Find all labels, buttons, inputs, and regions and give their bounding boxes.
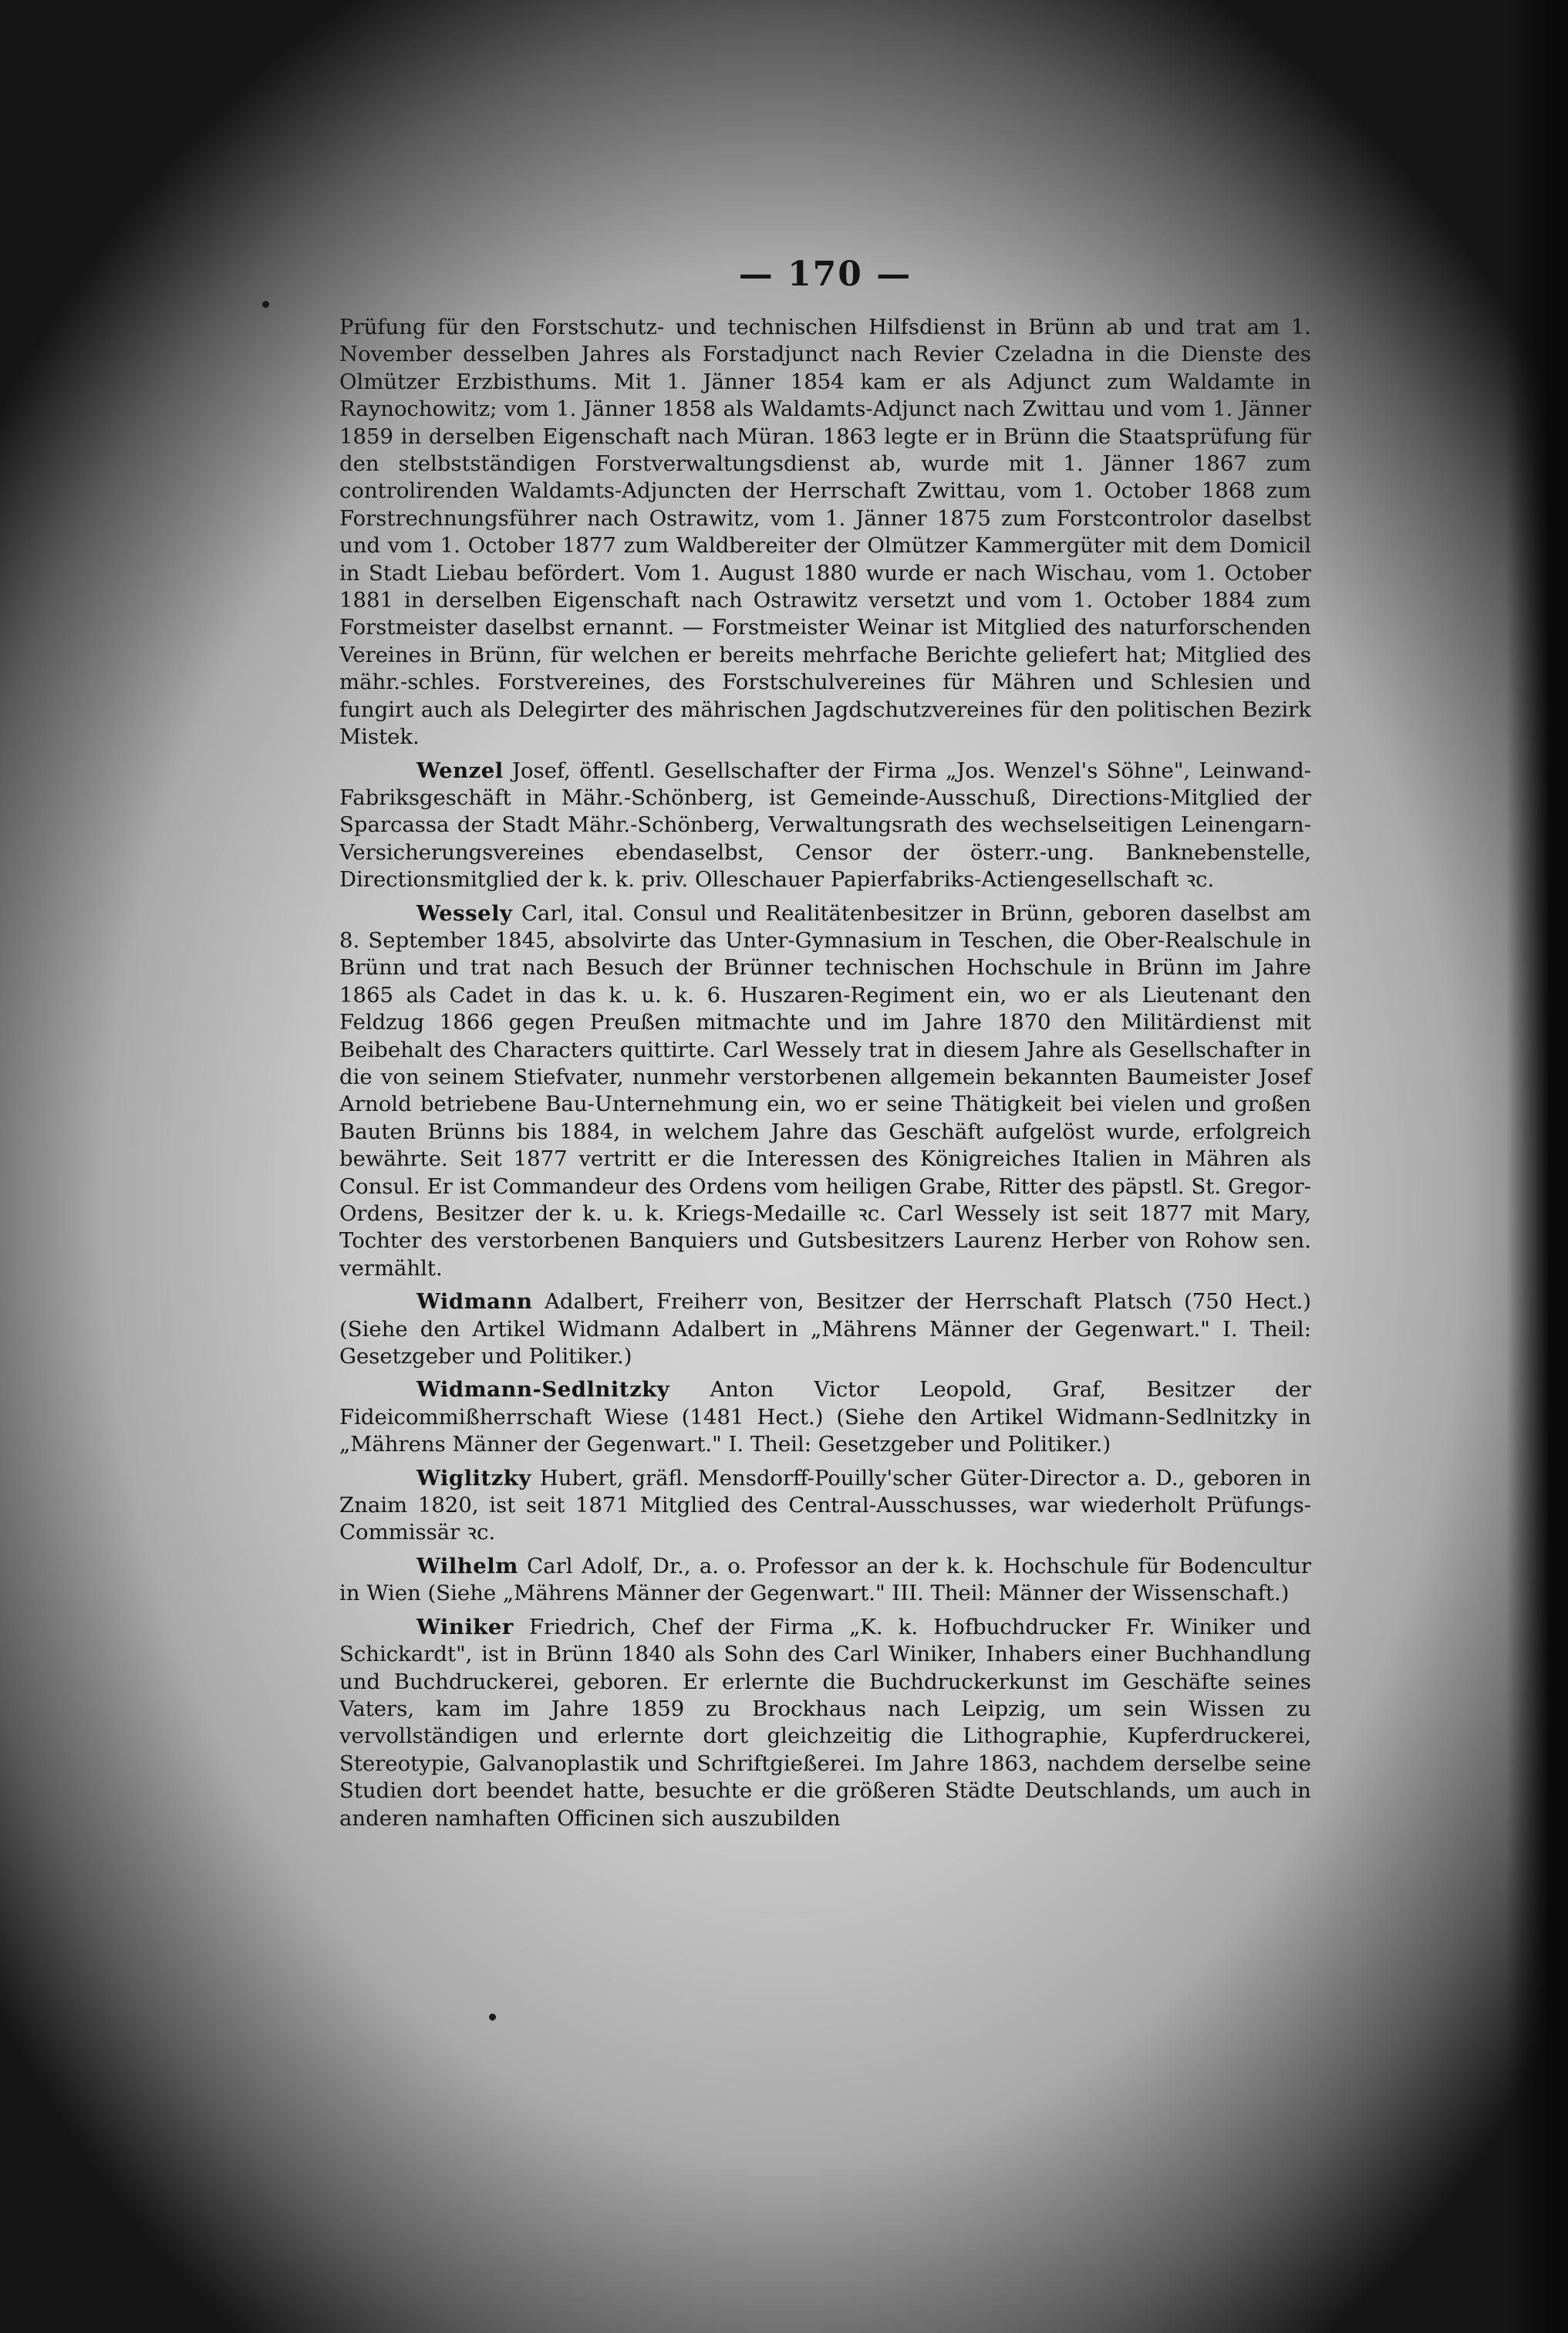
entry-text: Josef, öffentl. Gesellschafter der Firma „Jos. Wenzel's Söhne", Leinwand-Fabriksgeschäft in Mähr.-Schönberg, ist Gemeinde-Ausschuß, Directions-Mitglied der Sparcassa der Stadt Mähr.-Schönberg, Verwaltungsrath des wechselseitigen Leinengarn-Versicherungsvereines ebendaselbst, Censor der österr.-ung. Banknebenstelle, Directionsmitglied der k. k. priv. Olleschauer Papierfabriks-Actiengesellschaft ꝛc. bbox=[339, 758, 1311, 893]
entry-text: Carl Adolf, Dr., a. o. Professor an der k. k. Hochschule für Bodencultur in Wien (Siehe „Mährens Männer der Gegenwart." III. Theil: Männer der Wissenschaft.) bbox=[339, 1553, 1311, 1606]
entry-text: Anton Victor Leopold, Graf, Besitzer der Fideicommißherrschaft Wiese (1481 Hect.) (Siehe den Artikel Widmann-Sedlnitzky in „Mährens Männer der Gegenwart." I. Theil: Gesetzgeber und Politiker.) bbox=[339, 1377, 1311, 1457]
entry-text: Carl, ital. Consul und Realitätenbesitzer in Brünn, geboren daselbst am 8. September 1845, absolvirte das Unter-Gymnasium in Teschen, die Ober-Realschule in Brünn und trat nach Besuch der Brünner technischen Hochschule in Brünn im Jahre 1865 als Cadet in das k. u. k. 6. Huszaren-Regiment ein, wo er als Lieutenant den Feldzug 1866 gegen Preußen mitmachte und im Jahre 1870 den Militärdienst mit Beibehalt des Characters quittirte. Carl Wessely trat in diesem Jahre als Gesellschafter in die von seinem Stiefvater, nunmehr verstorbenen allgemein bekannten Baumeister Josef Arnold betriebene Bau-Unternehmung ein, wo er seine Thätigkeit bei vielen und großen Bauten Brünns bis 1884, in welchem Jahre das Geschäft aufgelöst wurde, erfolgreich bewährte. Seit 1877 vertritt er die Interessen des Königreiches Italien in Mähren als Consul. Er ist Commandeur des Ordens vom heiligen Grabe, Ritter des päpstl. St. Gregor-Ordens, Besitzer der k. u. k. Kriegs-Medaille ꝛc. Carl Wessely ist seit 1877 mit Mary, Tochter des verstorbenen Banquiers und Gutsbesitzers Laurenz Herber von Rohow sen. vermählt. bbox=[339, 900, 1311, 1281]
entry-name: Wilhelm bbox=[416, 1553, 518, 1578]
entry-winiker bbox=[339, 1614, 1311, 1832]
entry-name: Wenzel bbox=[416, 758, 504, 783]
entry-name: Widmann-Sedlnitzky bbox=[416, 1377, 670, 1403]
entry-widmann bbox=[339, 1288, 1311, 1370]
entry-text: Adalbert, Freiherr von, Besitzer der Herrschaft Platsch (750 Hect.) (Siehe den Artikel Widmann Adalbert in „Mährens Männer der Gegenwart." I. Theil: Gesetzgeber und Politiker.) bbox=[339, 1289, 1311, 1369]
entry-name: Widmann bbox=[416, 1289, 533, 1315]
entry-wiglitzky bbox=[339, 1465, 1311, 1547]
entry-text: Hubert, gräfl. Mensdorff-Pouilly'scher Güter-Director a. D., geboren in Znaim 1820, ist seit 1871 Mitglied des Central-Ausschusses, war wiederholt Prüfungs-Commissär ꝛc. bbox=[339, 1465, 1311, 1545]
entry-wenzel bbox=[339, 758, 1311, 894]
entry-name: Wiglitzky bbox=[416, 1465, 531, 1491]
entry-name: Wessely bbox=[416, 900, 513, 926]
entry-name: Winiker bbox=[416, 1614, 514, 1639]
entry-widmann-sedlnitzky bbox=[339, 1376, 1311, 1458]
entry-wilhelm bbox=[339, 1553, 1311, 1608]
page-content bbox=[339, 255, 1311, 2029]
entry-text: Friedrich, Chef der Firma „K. k. Hofbuchdrucker Fr. Winiker und Schickardt", ist in Brünn 1840 als Sohn des Carl Winiker, Inhabers einer Buchhandlung und Buchdruckerei, geboren. Er erlernte die Buchdruckerkunst im Geschäfte seines Vaters, kam im Jahre 1859 zu Brockhaus nach Leipzig, um sein Wissen zu vervollständigen und erlernte dort gleichzeitig die Lithographie, Kupferdruckerei, Stereotypie, Galvanoplastik und Schriftgießerei. Im Jahre 1863, nachdem derselbe seine Studien dort beendet hatte, besuchte er die größeren Städte Deutschlands, um auch in anderen namhaften Officinen sich auszubilden bbox=[339, 1614, 1311, 1831]
entry-wessely bbox=[339, 900, 1311, 1283]
page-edge-shadow bbox=[1506, 0, 1568, 2333]
continuation-paragraph: Prüfung für den Forstschutz- und technischen Hilfsdienst in Brünn ab und trat am 1. November desselben Jahres als Forstadjunct nach Revier Czeladna in die Dienste des Olmützer Erzbisthums. Mit 1. Jänner 1854 kam er als Adjunct zum Waldamte in Raynochowitz; vom 1. Jänner 1858 als Waldamts-Adjunct nach Zwittau und vom 1. Jänner 1859 in derselben Eigenschaft nach Müran. 1863 legte er in Brünn die Staatsprüfung für den stelbstständigen Forstverwaltungsdienst ab, wurde mit 1. Jänner 1867 zum controlirenden Waldamts-Adjuncten der Herrschaft Zwittau, vom 1. October 1868 zum Forstrechnungsführer nach Ostrawitz, vom 1. Jänner 1875 zum Forstcontrolor daselbst und vom 1. October 1877 zum Waldbereiter der Olmützer Kammergüter mit dem Domicil in Stadt Liebau befördert. Vom 1. August 1880 wurde er nach Wischau, vom 1. October 1881 in derselben Eigenschaft nach Ostrawitz versetzt und vom 1. October 1884 zum Forstmeister daselbst ernannt. — Forstmeister Weinar ist Mitglied des naturforschenden Vereines in Brünn, für welchen er bereits mehrfache Berichte geliefert hat; Mitglied des mähr.-schles. Forstvereines, des Forstschulvereines für Mähren und Schlesien und fungirt auch als Delegirter des mährischen Jagdschutzvereines für den politischen Bezirk Mistek. bbox=[339, 315, 1311, 750]
page-number: — 170 — bbox=[738, 255, 912, 294]
speck-mark bbox=[262, 301, 269, 308]
